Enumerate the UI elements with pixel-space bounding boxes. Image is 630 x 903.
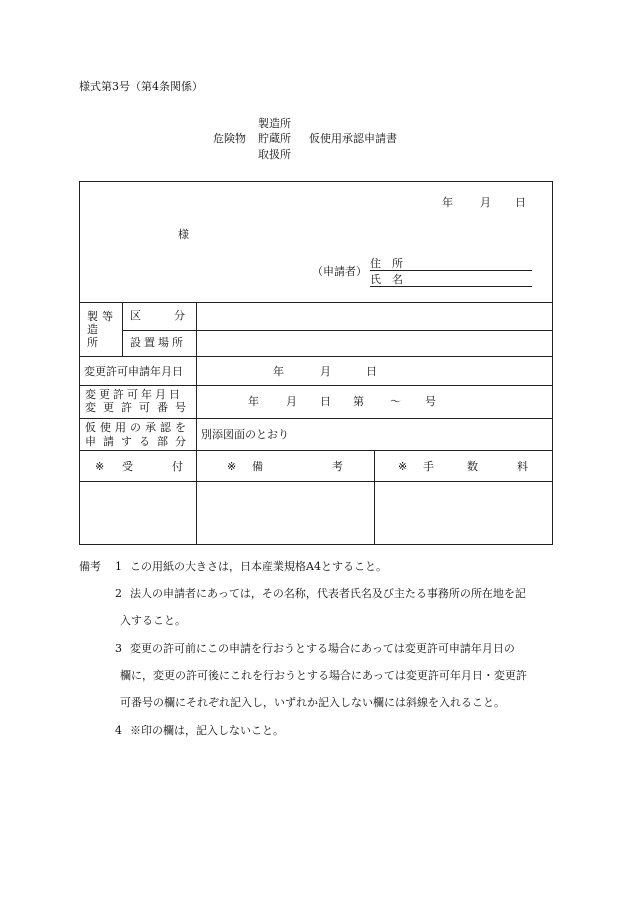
change-permit-date-label: 変更許可年月日 <box>85 388 183 401</box>
form-number: 様式第3号（第4条関係） <box>79 80 203 93</box>
name-label: 氏 名 <box>370 273 403 286</box>
fee-mark: ※ <box>398 460 408 473</box>
header-date-month: 月 <box>480 196 491 209</box>
application-form-table <box>79 181 553 545</box>
change-permit-day: 日 <box>320 395 331 408</box>
title-stack-item: 取扱所 <box>258 148 291 161</box>
title-stack-item: 貯蔵所 <box>258 132 291 145</box>
applicant-label: （申請者） <box>312 265 367 278</box>
address-label: 住 所 <box>370 257 403 270</box>
title-right: 仮使用承認申請書 <box>309 132 397 145</box>
location-label: 設置場所 <box>130 336 186 349</box>
change-permit-go: 号 <box>425 395 436 408</box>
receipt-mark: ※ <box>95 460 105 473</box>
facility-group-label: 製 等 造 所 <box>87 310 113 349</box>
note-line: ※印の欄は，記入しないこと。 <box>130 724 284 737</box>
remarks-char-1: 備 <box>252 460 263 473</box>
change-permit-month: 月 <box>286 395 297 408</box>
fee-field[interactable] <box>376 483 550 543</box>
temp-use-label-1: 仮使用の承認を <box>85 421 190 434</box>
fee-char-1: 手 <box>423 460 434 473</box>
change-application-day: 日 <box>366 365 377 378</box>
notes-label: 備考 <box>79 560 101 573</box>
location-field[interactable] <box>198 332 550 354</box>
temp-use-label-2: 申請する部分 <box>85 435 193 448</box>
title-stack-item: 製造所 <box>258 117 291 130</box>
addressee-suffix: 様 <box>178 228 189 241</box>
note-number: 3 <box>115 642 122 655</box>
fee-char-2: 数 <box>467 460 478 473</box>
change-permit-tilde: 〜 <box>390 395 401 408</box>
note-line: 入すること。 <box>120 614 186 627</box>
note-line: 変更の許可前にこの申請を行おうとする場合にあっては変更許可申請年月日の <box>130 642 515 655</box>
note-number: 4 <box>115 724 122 737</box>
header-date-year: 年 <box>442 196 453 209</box>
note-line: この用紙の大きさは，日本産業規格A4とすること。 <box>130 560 387 573</box>
fee-char-3: 料 <box>517 460 528 473</box>
change-permit-number-label: 変更許可番号 <box>85 401 193 414</box>
remarks-mark: ※ <box>227 460 237 473</box>
note-number: 1 <box>115 560 122 573</box>
name-field[interactable] <box>370 286 532 287</box>
receipt-char-2: 付 <box>172 460 183 473</box>
category-field[interactable] <box>198 304 550 328</box>
remarks-field[interactable] <box>198 483 372 543</box>
change-permit-year: 年 <box>248 395 259 408</box>
change-application-year: 年 <box>273 365 284 378</box>
temp-use-value: 別添図面のとおり <box>201 428 289 441</box>
title-left: 危険物 <box>213 132 246 145</box>
note-line: 法人の申請者にあっては，その名称，代表者氏名及び主たる事務所の所在地を記 <box>130 587 526 600</box>
header-date-day: 日 <box>515 196 526 209</box>
note-number: 2 <box>115 587 122 600</box>
change-permit-dai: 第 <box>353 395 364 408</box>
change-application-date-label: 変更許可申請年月日 <box>84 365 183 378</box>
receipt-field[interactable] <box>82 483 194 543</box>
note-line: 可番号の欄にそれぞれ記入し，いずれか記入しない欄には斜線を入れること。 <box>120 696 505 709</box>
category-label: 区 分 <box>130 309 185 322</box>
receipt-char-1: 受 <box>122 460 133 473</box>
remarks-char-2: 考 <box>332 460 343 473</box>
change-application-month: 月 <box>320 365 331 378</box>
note-line: 欄に，変更の許可後にこれを行おうとする場合にあっては変更許可年月日・変更許 <box>120 669 527 682</box>
address-field[interactable] <box>370 270 532 271</box>
